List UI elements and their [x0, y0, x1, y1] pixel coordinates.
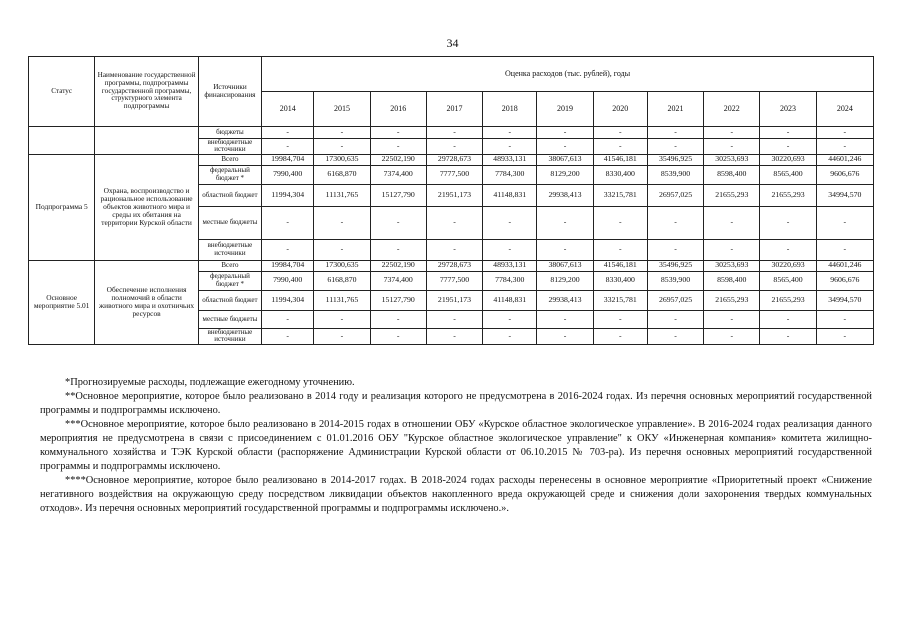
value-cell: -	[816, 239, 873, 260]
value-cell: 11994,304	[262, 290, 314, 310]
value-cell: 8129,200	[537, 271, 593, 290]
value-cell: -	[426, 127, 482, 139]
source-cell: внебюджетные источники	[198, 239, 261, 260]
value-cell: 7784,300	[483, 271, 537, 290]
value-cell: -	[704, 139, 760, 155]
value-cell: 22502,190	[370, 260, 426, 271]
value-cell: -	[262, 127, 314, 139]
footnote-4: ****Основное мероприятие, которое было реализовано в 2014-2017 годах. В 2018-2024 годах расходы перенесены в основное мероприятие «Приоритетный проект «Снижение негативного воздействия на окружающую среду посредством ликвидации объектов накопленного вреда окружающей среде и снижения доли захоронения твердых коммунальных отходов». Из перечня основных мероприятий государственной программы и подпрограммы исключено.».	[40, 475, 872, 514]
status-cell: Подпрограмма 5	[29, 154, 95, 260]
source-cell: областной бюджет	[198, 290, 261, 310]
value-cell: -	[262, 139, 314, 155]
year-header: 2017	[426, 92, 482, 127]
value-cell: -	[760, 127, 816, 139]
value-cell: 6168,870	[314, 271, 370, 290]
value-cell: 8330,400	[593, 271, 647, 290]
value-cell: -	[593, 239, 647, 260]
value-cell: 21655,293	[704, 184, 760, 206]
value-cell: -	[760, 206, 816, 239]
year-header: 2022	[704, 92, 760, 127]
value-cell: -	[426, 310, 482, 328]
value-cell: 8598,400	[704, 165, 760, 184]
value-cell: -	[314, 127, 370, 139]
value-cell: -	[426, 239, 482, 260]
value-cell: 29938,413	[537, 184, 593, 206]
footnote-3: ***Основное мероприятие, которое было реализовано в 2014-2015 годах в отношении ОБУ «Курское областное экологическое управление». В 2016-2024 годах реализация данного мероприятия не предусмотрена в связи с присоединением с 01.01.2016 ОБУ "Курское областное экологическое управление" к ОКУ «Инженерная компания» комитета жилищно-коммунального хозяйства и ТЭК Курской области (распоряжение Администрации Курской области от 06.10.2015 № 703-ра). Из перечня основных мероприятий государственной программы и подпрограммы исключено.	[40, 419, 872, 472]
budget-table	[28, 56, 874, 345]
value-cell: 41546,181	[593, 154, 647, 165]
source-cell: Всего	[198, 154, 261, 165]
value-cell: 21655,293	[704, 290, 760, 310]
value-cell: -	[593, 127, 647, 139]
value-cell: 30220,693	[760, 154, 816, 165]
value-cell: 33215,781	[593, 184, 647, 206]
value-cell: 44601,246	[816, 260, 873, 271]
value-cell: -	[760, 310, 816, 328]
value-cell: -	[537, 127, 593, 139]
value-cell: 35496,925	[647, 260, 703, 271]
value-cell: -	[314, 328, 370, 344]
value-cell: 11994,304	[262, 184, 314, 206]
value-cell: 29938,413	[537, 290, 593, 310]
source-cell: Всего	[198, 260, 261, 271]
value-cell: -	[314, 310, 370, 328]
year-header: 2018	[483, 92, 537, 127]
value-cell: -	[537, 139, 593, 155]
value-cell: 21951,173	[426, 290, 482, 310]
year-header: 2023	[760, 92, 816, 127]
value-cell: -	[647, 127, 703, 139]
value-cell: -	[370, 206, 426, 239]
header-name: Наименование государственной программы, подпрограммы государственной программы, структурного элемента подпрограммы	[95, 57, 198, 127]
value-cell: 21655,293	[760, 184, 816, 206]
value-cell: 38067,613	[537, 154, 593, 165]
status-cell-empty	[29, 127, 95, 155]
value-cell: 8565,400	[760, 165, 816, 184]
page-number: 34	[446, 36, 459, 50]
value-cell: -	[760, 139, 816, 155]
value-cell: 26957,025	[647, 290, 703, 310]
status-cell: Основное мероприятие 5.01	[29, 260, 95, 344]
value-cell: -	[704, 328, 760, 344]
value-cell: -	[760, 239, 816, 260]
table-row	[29, 260, 874, 271]
value-cell: -	[426, 206, 482, 239]
source-cell: федеральный бюджет *	[198, 165, 261, 184]
source-cell: местные бюджеты	[198, 310, 261, 328]
value-cell: -	[426, 139, 482, 155]
value-cell: -	[593, 139, 647, 155]
value-cell: 15127,790	[370, 290, 426, 310]
value-cell: -	[483, 328, 537, 344]
table-body	[29, 127, 874, 345]
value-cell: 35496,925	[647, 154, 703, 165]
value-cell: 9606,676	[816, 271, 873, 290]
value-cell: -	[262, 206, 314, 239]
year-header: 2016	[370, 92, 426, 127]
year-header: 2020	[593, 92, 647, 127]
value-cell: -	[704, 127, 760, 139]
header-status: Статус	[29, 57, 95, 127]
value-cell: -	[370, 328, 426, 344]
value-cell: -	[593, 310, 647, 328]
source-cell: внебюджетные источники	[198, 139, 261, 155]
value-cell: -	[593, 206, 647, 239]
value-cell: -	[647, 239, 703, 260]
value-cell: -	[483, 206, 537, 239]
value-cell: -	[760, 328, 816, 344]
value-cell: 48933,131	[483, 154, 537, 165]
value-cell: -	[262, 328, 314, 344]
year-header: 2014	[262, 92, 314, 127]
value-cell: 8330,400	[593, 165, 647, 184]
value-cell: 7990,400	[262, 165, 314, 184]
value-cell: -	[647, 139, 703, 155]
value-cell: 44601,246	[816, 154, 873, 165]
footnotes	[40, 376, 872, 516]
program-name-cell: Обеспечение исполнения полномочий в области животного мира и охотничьих ресурсов	[95, 260, 198, 344]
name-cell-empty	[95, 127, 198, 155]
value-cell: -	[314, 139, 370, 155]
value-cell: 8565,400	[760, 271, 816, 290]
value-cell: -	[537, 310, 593, 328]
source-cell: внебюджетные источники	[198, 328, 261, 344]
value-cell: -	[314, 239, 370, 260]
value-cell: 29728,673	[426, 260, 482, 271]
value-cell: 29728,673	[426, 154, 482, 165]
value-cell: -	[816, 328, 873, 344]
value-cell: 26957,025	[647, 184, 703, 206]
value-cell: -	[816, 127, 873, 139]
value-cell: 7990,400	[262, 271, 314, 290]
value-cell: -	[370, 239, 426, 260]
value-cell: -	[262, 239, 314, 260]
value-cell: -	[816, 206, 873, 239]
value-cell: -	[370, 139, 426, 155]
value-cell: 19984,704	[262, 154, 314, 165]
value-cell: 7777,500	[426, 165, 482, 184]
value-cell: -	[704, 206, 760, 239]
source-cell: областной бюджет	[198, 184, 261, 206]
value-cell: 8539,900	[647, 271, 703, 290]
value-cell: -	[647, 310, 703, 328]
value-cell: 22502,190	[370, 154, 426, 165]
value-cell: -	[483, 310, 537, 328]
value-cell: -	[426, 328, 482, 344]
value-cell: 30220,693	[760, 260, 816, 271]
value-cell: 48933,131	[483, 260, 537, 271]
table-row	[29, 127, 874, 139]
year-header: 2019	[537, 92, 593, 127]
value-cell: 21951,173	[426, 184, 482, 206]
value-cell: -	[704, 239, 760, 260]
value-cell: -	[483, 239, 537, 260]
program-name-cell: Охрана, воспроизводство и рациональное использование объектов животного мира и среды их обитания на территории Курской области	[95, 154, 198, 260]
value-cell: 30253,693	[704, 260, 760, 271]
value-cell: 11131,765	[314, 290, 370, 310]
table-header	[29, 57, 874, 127]
value-cell: -	[704, 310, 760, 328]
value-cell: 15127,790	[370, 184, 426, 206]
value-cell: 41148,831	[483, 290, 537, 310]
table-row	[29, 154, 874, 165]
header-estimate: Оценка расходов (тыс. рублей), годы	[262, 57, 874, 92]
value-cell: 6168,870	[314, 165, 370, 184]
source-cell: федеральный бюджет *	[198, 271, 261, 290]
source-cell: местные бюджеты	[198, 206, 261, 239]
value-cell: -	[537, 239, 593, 260]
header-source: Источники финансирования	[198, 57, 261, 127]
value-cell: 30253,693	[704, 154, 760, 165]
value-cell: 41546,181	[593, 260, 647, 271]
value-cell: 33215,781	[593, 290, 647, 310]
value-cell: -	[537, 206, 593, 239]
value-cell: -	[537, 328, 593, 344]
value-cell: -	[647, 206, 703, 239]
value-cell: -	[483, 127, 537, 139]
value-cell: 34994,570	[816, 290, 873, 310]
footnote-2: **Основное мероприятие, которое было реализовано в 2014 году и реализация которого не предусмотрена в 2016-2024 годах. Из перечня основных мероприятий государственной программы и подпрограммы исключено.	[40, 391, 872, 416]
source-cell: бюджеты	[198, 127, 261, 139]
value-cell: -	[816, 310, 873, 328]
value-cell: -	[816, 139, 873, 155]
value-cell: -	[483, 139, 537, 155]
value-cell: 38067,613	[537, 260, 593, 271]
value-cell: -	[370, 127, 426, 139]
value-cell: 7374,400	[370, 165, 426, 184]
value-cell: 21655,293	[760, 290, 816, 310]
value-cell: 8129,200	[537, 165, 593, 184]
value-cell: -	[647, 328, 703, 344]
value-cell: -	[262, 310, 314, 328]
value-cell: 8598,400	[704, 271, 760, 290]
value-cell: 17300,635	[314, 260, 370, 271]
year-header: 2024	[816, 92, 873, 127]
year-header: 2021	[647, 92, 703, 127]
value-cell: 8539,900	[647, 165, 703, 184]
value-cell: 41148,831	[483, 184, 537, 206]
value-cell: 7777,500	[426, 271, 482, 290]
value-cell: -	[314, 206, 370, 239]
value-cell: 7784,300	[483, 165, 537, 184]
value-cell: 11131,765	[314, 184, 370, 206]
footnote-1: *Прогнозируемые расходы, подлежащие ежегодному уточнению.	[65, 377, 355, 388]
value-cell: 9606,676	[816, 165, 873, 184]
value-cell: 17300,635	[314, 154, 370, 165]
year-header: 2015	[314, 92, 370, 127]
value-cell: 7374,400	[370, 271, 426, 290]
value-cell: -	[593, 328, 647, 344]
value-cell: -	[370, 310, 426, 328]
value-cell: 19984,704	[262, 260, 314, 271]
value-cell: 34994,570	[816, 184, 873, 206]
